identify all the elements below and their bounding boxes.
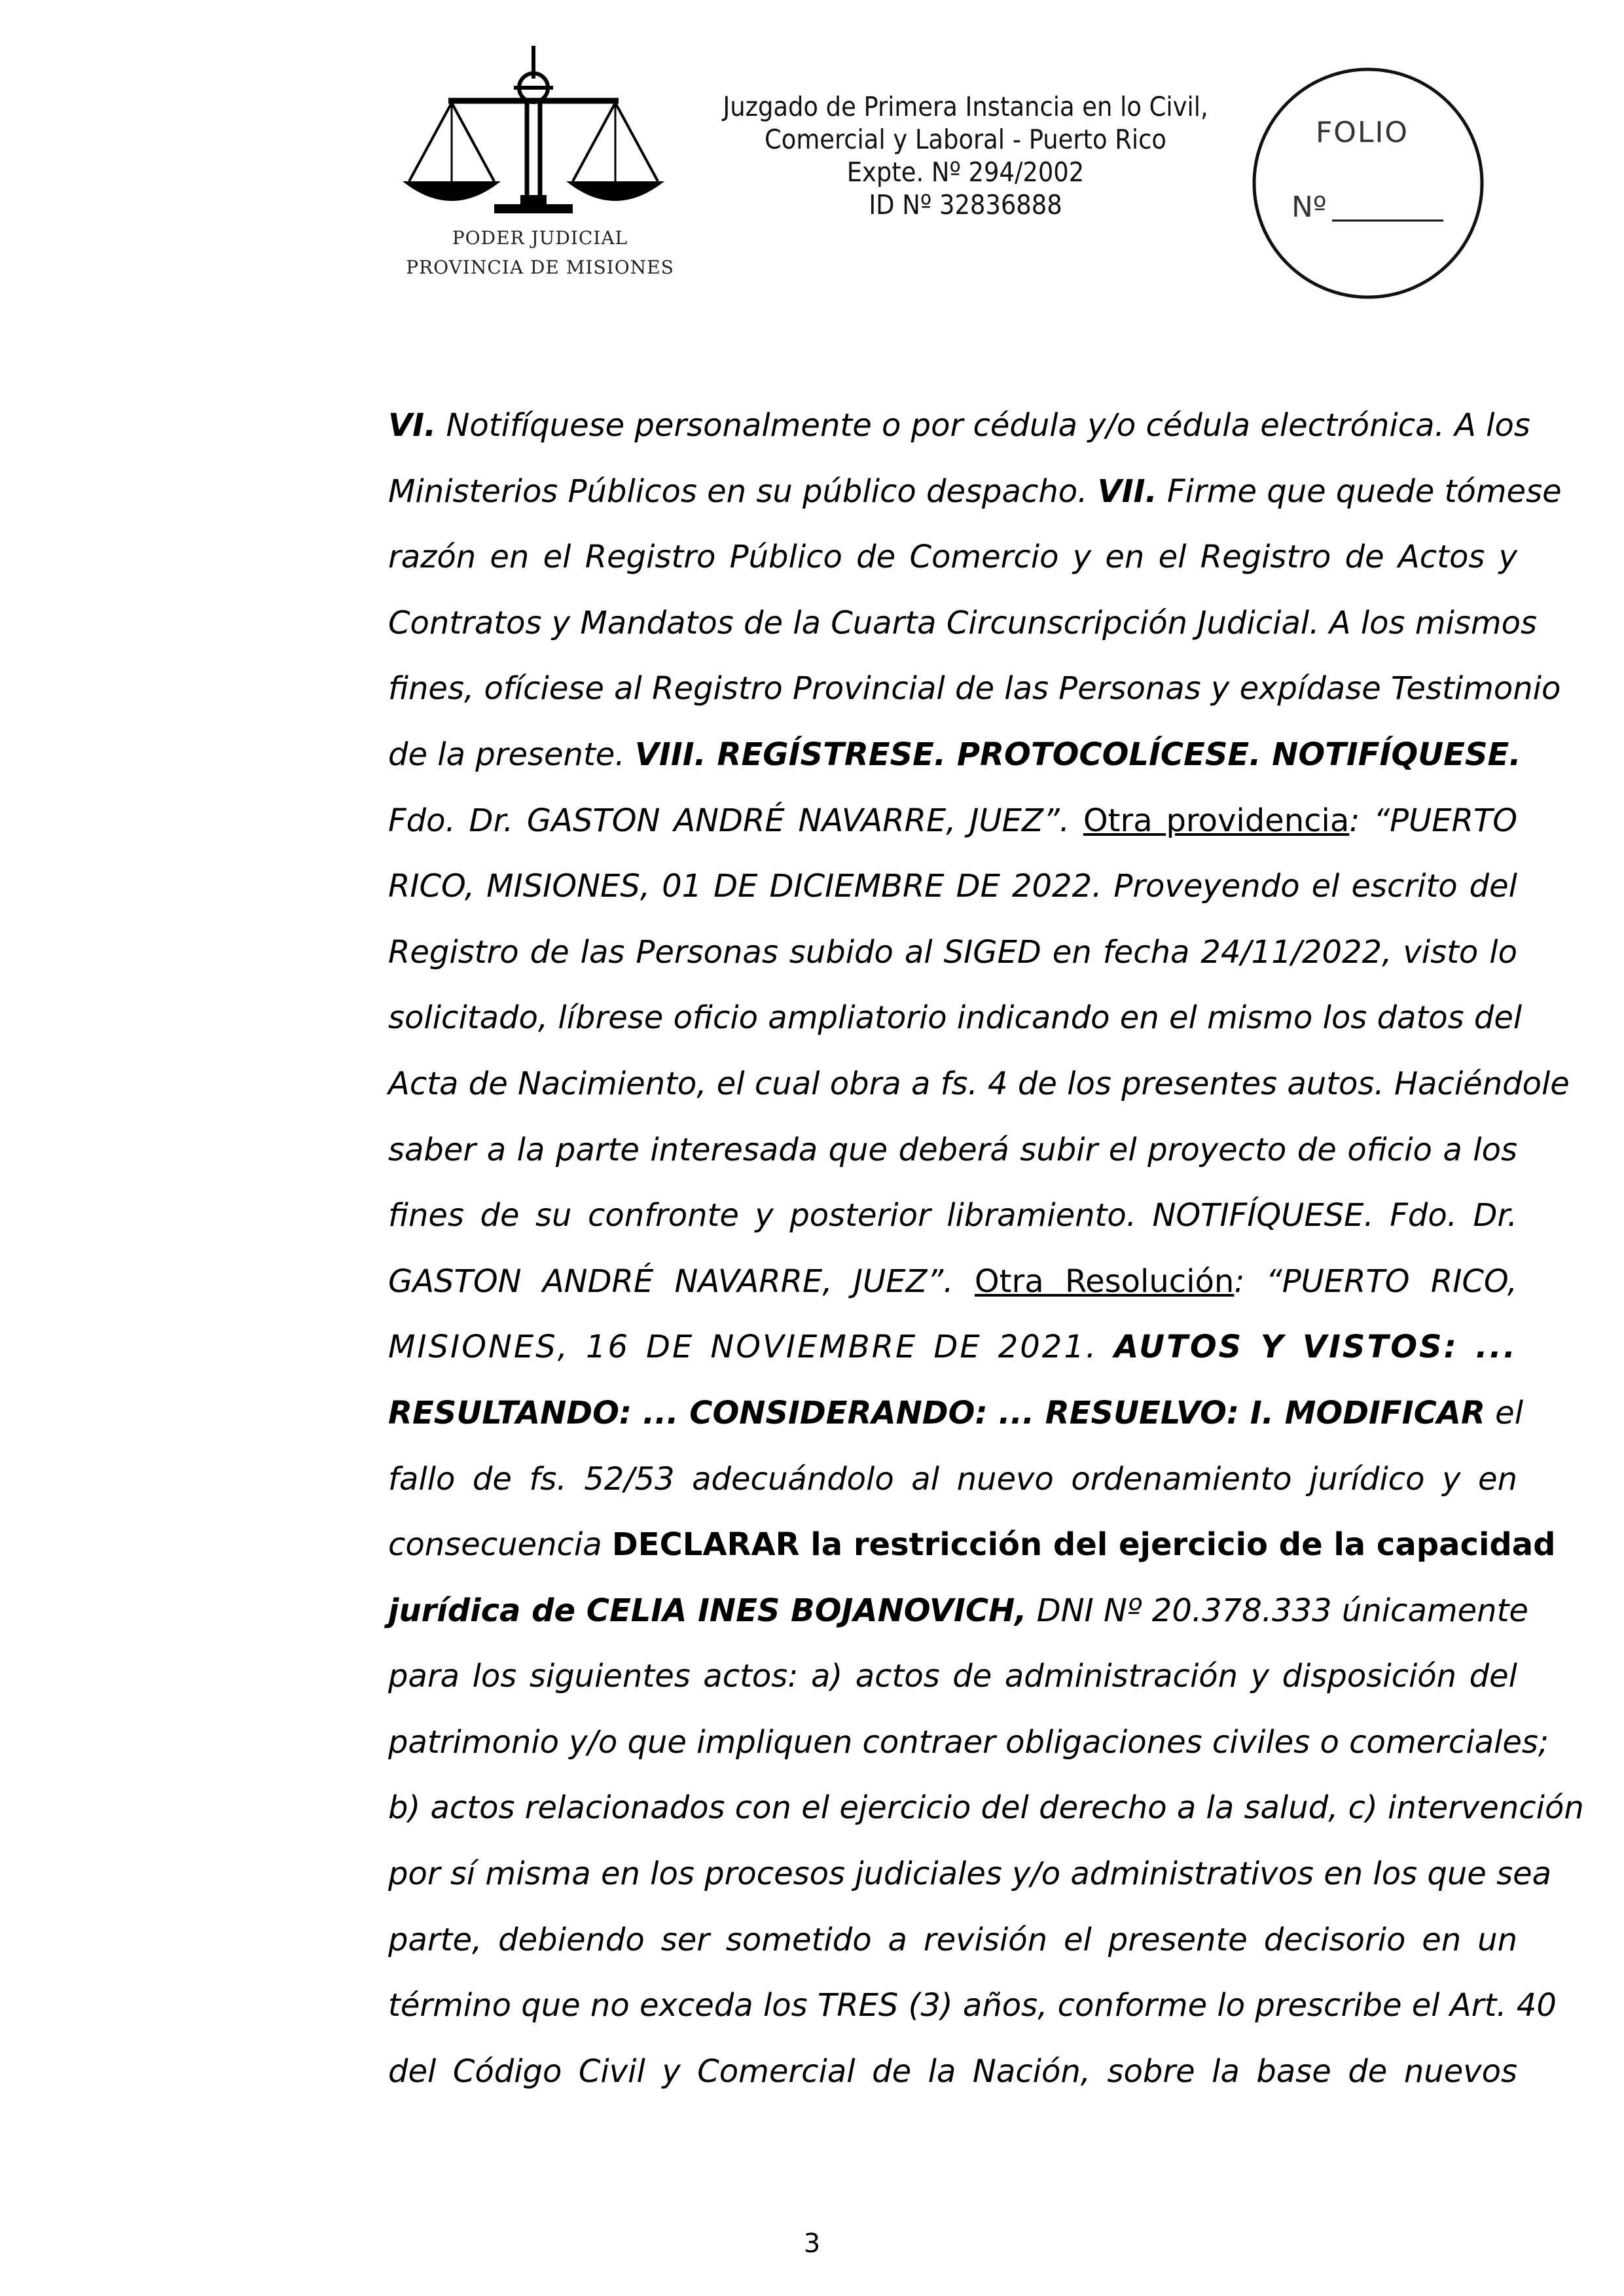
case-number: Expte. Nº 294/2002 [846, 156, 1085, 188]
poder-judicial-emblem [396, 41, 684, 296]
court-name-line-2: Comercial y Laboral - Puerto Rico [765, 124, 1166, 155]
page-number: 3 [803, 2229, 821, 2259]
emblem-text-line-1: PODER JUDICIAL [452, 227, 628, 249]
text-line: VI. Notifíquese personalmente o por cédula y/o cédula electrónica. A los [388, 407, 1530, 444]
document-body [388, 393, 1584, 2104]
link-otra-providencia: Otra providencia [1083, 802, 1350, 839]
link-otra-resolucion: Otra Resolución [974, 1263, 1235, 1300]
folio-stamp-circle [1247, 62, 1489, 304]
text-line: patrimonio y/o que impliquen contraer obligaciones civiles o comerciales; [388, 1723, 1549, 1761]
text-line: Contratos y Mandatos de la Cuarta Circunscripción Judicial. A los mismos [388, 604, 1538, 641]
text-line: razón en el Registro Público de Comercio y en el Registro de Actos y [388, 539, 1517, 576]
text-line: parte, debiendo ser sometido a revisión el presente decisorio en un [388, 1921, 1517, 1958]
text-line: RESULTANDO: ... CONSIDERANDO: ... RESUELVO: I. MODIFICAR el [388, 1394, 1524, 1431]
document-id: ID Nº 32836888 [869, 189, 1062, 221]
text-line: Fdo. Dr. GASTON ANDRÉ NAVARRE, JUEZ”. Otra providencia: “PUERTO [388, 802, 1518, 839]
text-line: término que no exceda los TRES (3) años, conforme lo prescribe el Art. 40 [388, 1987, 1557, 2024]
text-line: fines de su confronte y posterior libramiento. NOTIFÍQUESE. Fdo. Dr. [388, 1197, 1517, 1234]
text-line: jurídica de CELIA INES BOJANOVICH, DNI Nº 20.378.333 únicamente [388, 1592, 1528, 1629]
text-line: consecuencia DECLARAR la restricción del ejercicio de la capacidad [388, 1526, 1556, 1564]
text-line: del Código Civil y Comercial de la Nación, sobre la base de nuevos [388, 2053, 1517, 2090]
text-line: RICO, MISIONES, 01 DE DICIEMBRE DE 2022. Proveyendo el escrito del [388, 868, 1517, 905]
scales-of-justice-icon [396, 41, 684, 243]
text-line: para los siguientes actos: a) actos de administración y disposición del [388, 1658, 1517, 1695]
text-line: de la presente. VIII. REGÍSTRESE. PROTOCOLÍCESE. NOTIFÍQUESE. [388, 736, 1521, 773]
folio-stamp [1247, 62, 1489, 304]
text-line: fallo de fs. 52/53 adecuándolo al nuevo ordenamiento jurídico y en [388, 1460, 1517, 1498]
text-line: por sí misma en los procesos judiciales y/o administrativos en los que sea [388, 1856, 1552, 1893]
text-line: GASTON ANDRÉ NAVARRE, JUEZ”. Otra Resolución: “PUERTO RICO, [388, 1263, 1517, 1300]
text-line: solicitado, líbrese oficio ampliatorio indicando en el mismo los datos del [388, 999, 1523, 1037]
text-line: saber a la parte interesada que deberá subir el proyecto de oficio a los [388, 1131, 1517, 1168]
folio-number-label: Nº [1291, 190, 1327, 224]
court-header [677, 90, 1254, 221]
text-line: Acta de Nacimiento, el cual obra a fs. 4 de los presentes autos. Haciéndole [388, 1065, 1570, 1102]
court-name-line-1: Juzgado de Primera Instancia en lo Civil, [723, 91, 1208, 122]
text-line: Registro de las Personas subido al SIGED en fecha 24/11/2022, visto lo [388, 933, 1517, 971]
text-line: fines, ofíciese al Registro Provincial de las Personas y expídase Testimonio [388, 670, 1561, 708]
emblem-text-line-2: PROVINCIA DE MISIONES [406, 257, 674, 278]
text-line: b) actos relacionados con el ejercicio del derecho a la salud, c) intervención [388, 1789, 1584, 1827]
text-line: MISIONES, 16 DE NOVIEMBRE DE 2021. AUTOS Y VISTOS: ... [388, 1329, 1517, 1366]
folio-label: FOLIO [1316, 116, 1409, 149]
text-line: Ministerios Públicos en su público despacho. VII. Firme que quede tómese [388, 473, 1562, 510]
